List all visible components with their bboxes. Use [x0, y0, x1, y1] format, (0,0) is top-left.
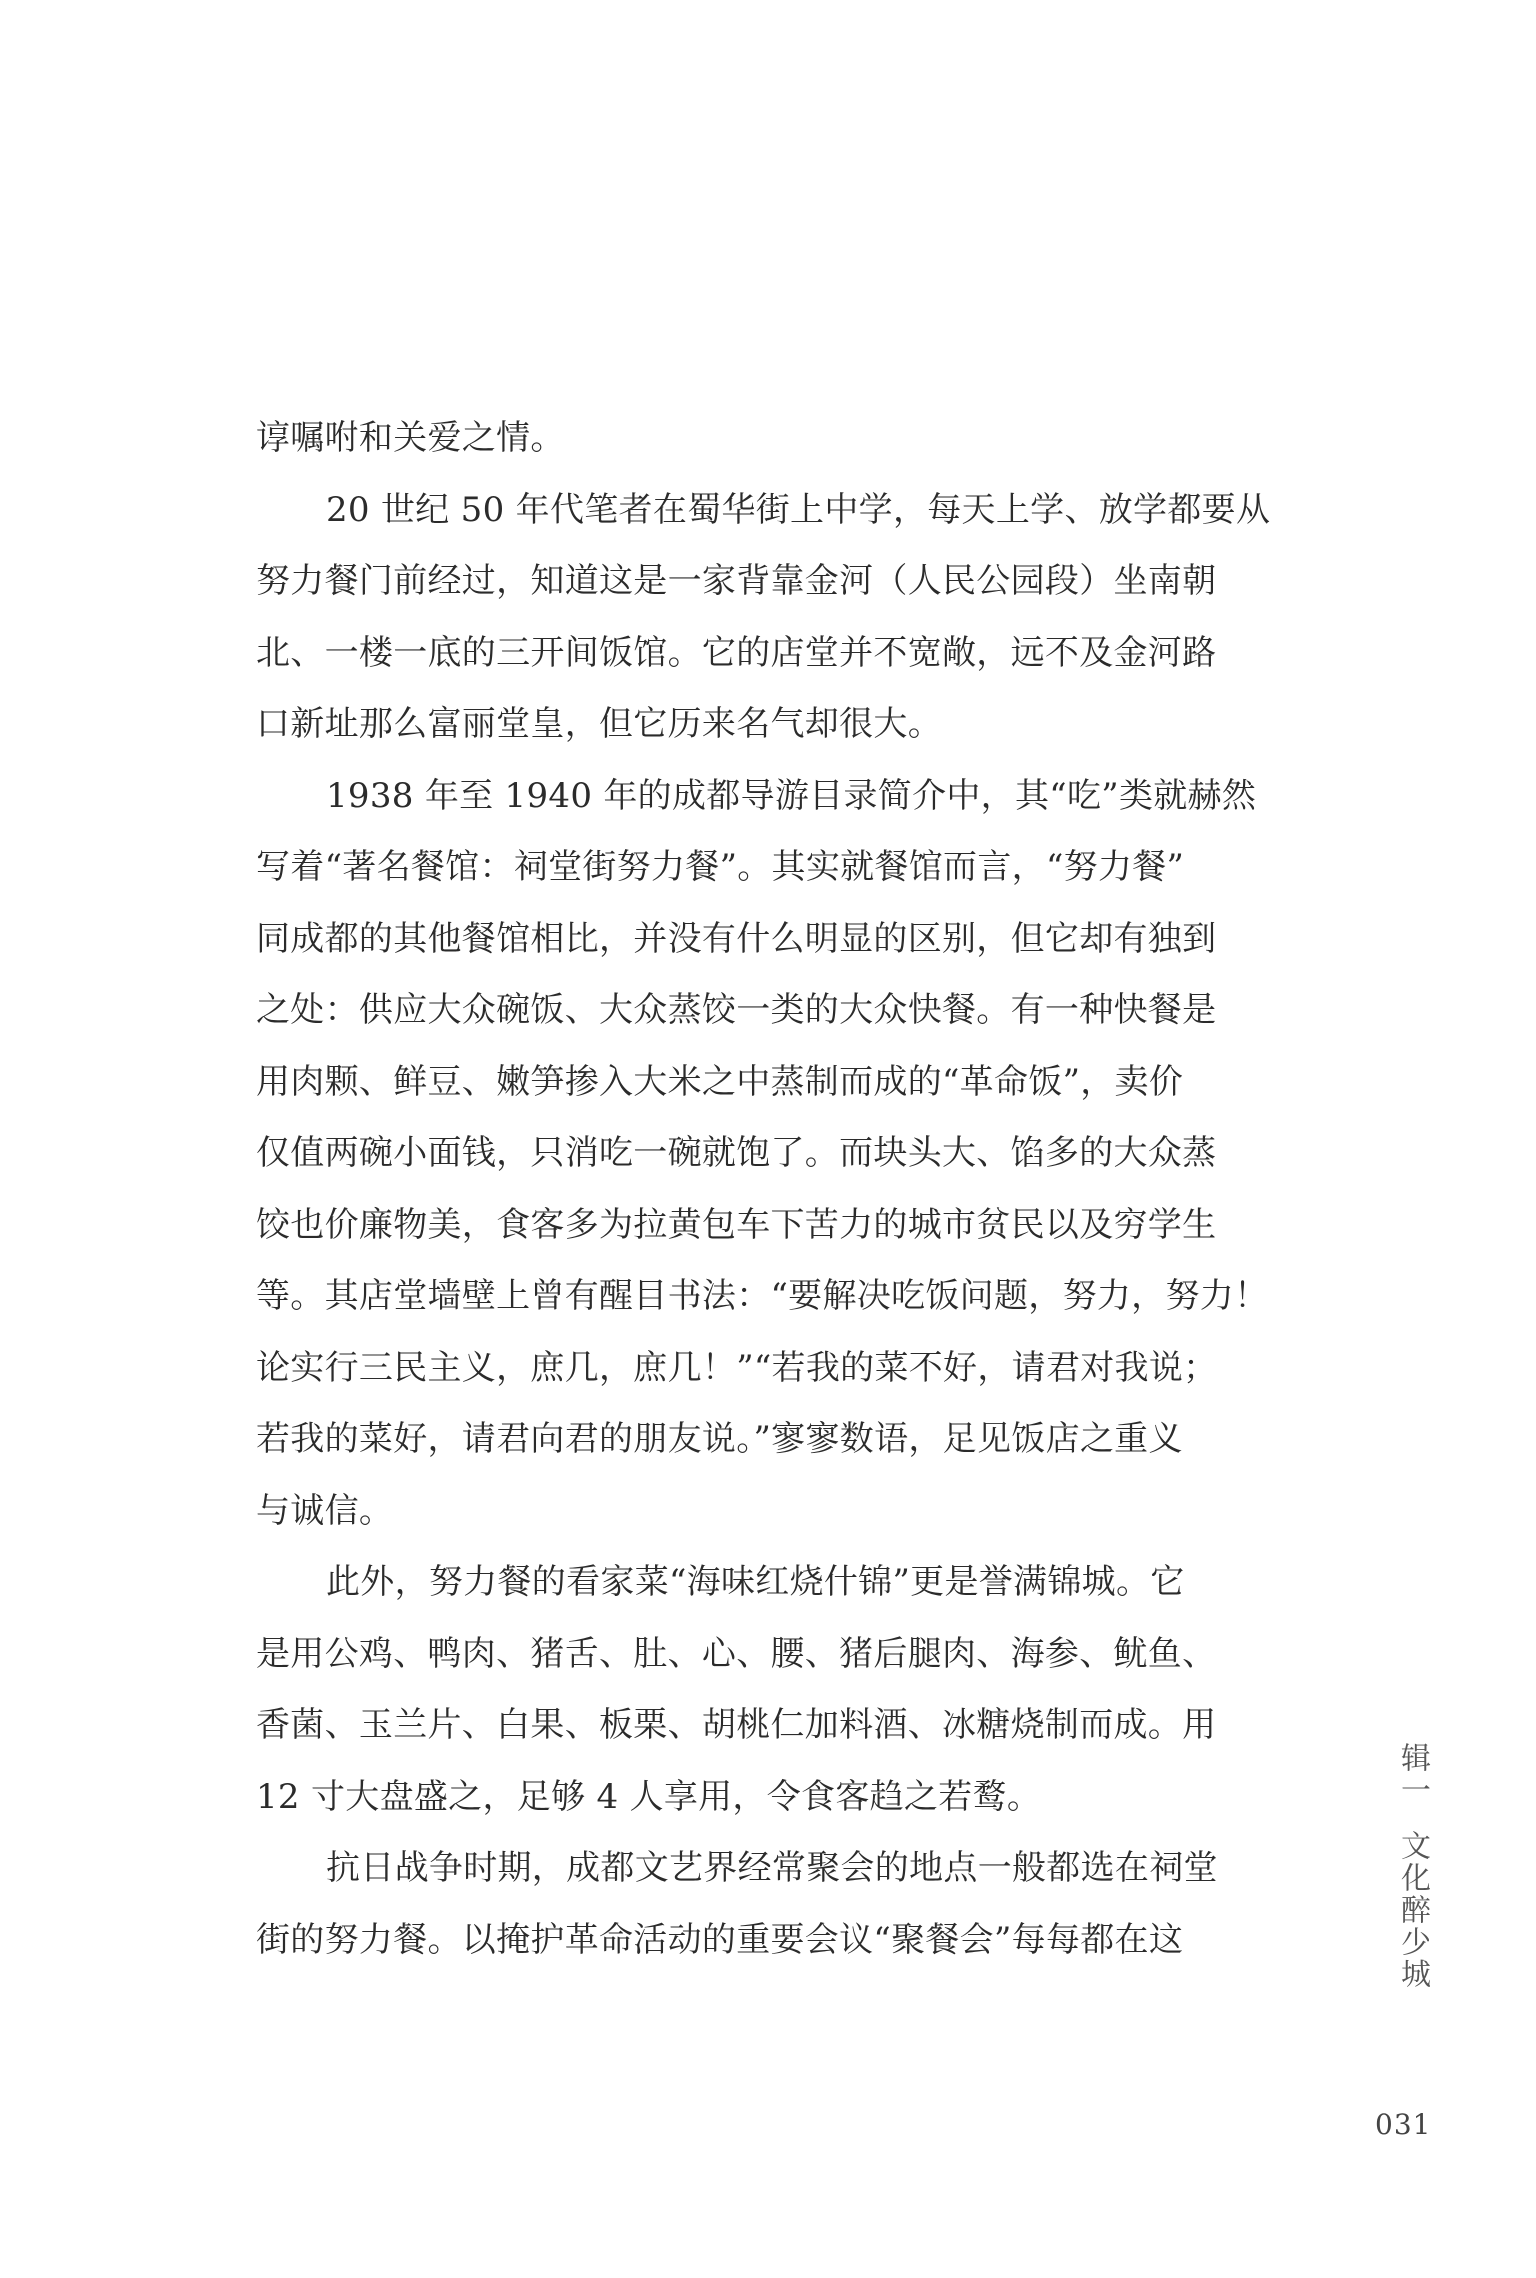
text-line: 同成都的其他餐馆相比，并没有什么明显的区别，但它却有独到 [256, 918, 1217, 959]
text-line: 是用公鸡、鸭肉、猪舌、肚、心、腰、猪后腿肉、海参、鱿鱼、 [256, 1633, 1217, 1674]
text-line: 之处：供应大众碗饭、大众蒸饺一类的大众快餐。有一种快餐是 [256, 990, 1217, 1030]
text-line: 20 世纪 50 年代笔者在蜀华街上中学，每天上学、放学都要从 [326, 489, 1271, 530]
text-line: 抗日战争时期，成都文艺界经常聚会的地点一般都选在祠堂 [326, 1848, 1218, 1888]
text-line: 仅值两碗小面钱，只消吃一碗就饱了。而块头大、馅多的大众蒸 [256, 1133, 1217, 1173]
text-line: 论实行三民主义，庶几，庶几！”“若我的菜不好，请君对我说； [256, 1347, 1218, 1388]
text-line: 与诚信。 [256, 1490, 394, 1531]
text-line: 北、一楼一底的三开间饭馆。它的店堂并不宽敞，远不及金河路 [256, 632, 1217, 673]
text-line: 1938 年至 1940 年的成都导游目录简介中，其“吃”类就赫然 [326, 775, 1257, 816]
part-label: 辑一 [1395, 1742, 1430, 1806]
text-line: 努力餐门前经过，知道这是一家背靠金河（人民公园段）坐南朝 [256, 561, 1217, 601]
text-line: 此外，努力餐的看家菜“海味红烧什锦”更是誉满锦城。它 [326, 1562, 1185, 1602]
text-line: 12 寸大盘盛之，足够 4 人享用，令食客趋之若鹜。 [256, 1776, 1042, 1817]
text-line: 等。其店堂墙壁上曾有醒目书法：“要解决吃饭问题，努力，努力！ [256, 1276, 1269, 1316]
text-line: 若我的菜好，请君向君的朋友说。”寥寥数语，足见饭店之重义 [256, 1419, 1183, 1459]
text-line: 香菌、玉兰片、白果、板栗、胡桃仁加料酒、冰糖烧制而成。用 [256, 1705, 1217, 1745]
text-line: 用肉颗、鲜豆、嫩笋掺入大米之中蒸制而成的“革命饭”，卖价 [256, 1061, 1184, 1102]
text-line: 写着“著名餐馆：祠堂街努力餐”。其实就餐馆而言，“努力餐” [256, 847, 1185, 887]
chapter-side-label [1380, 1742, 1432, 1990]
text-line: 谆嘱咐和关爱之情。 [256, 418, 565, 458]
page-number: 031 [1375, 2108, 1432, 2141]
text-line: 街的努力餐。以掩护革命活动的重要会议“聚餐会”每每都在这 [256, 1919, 1184, 1960]
text-line: 口新址那么富丽堂皇，但它历来名气却很大。 [256, 704, 942, 744]
body-text [256, 403, 1271, 1976]
text-line: 饺也价廉物美，食客多为拉黄包车下苦力的城市贫民以及穷学生 [256, 1204, 1217, 1245]
chapter-title: 文化醉少城 [1395, 1830, 1430, 1990]
